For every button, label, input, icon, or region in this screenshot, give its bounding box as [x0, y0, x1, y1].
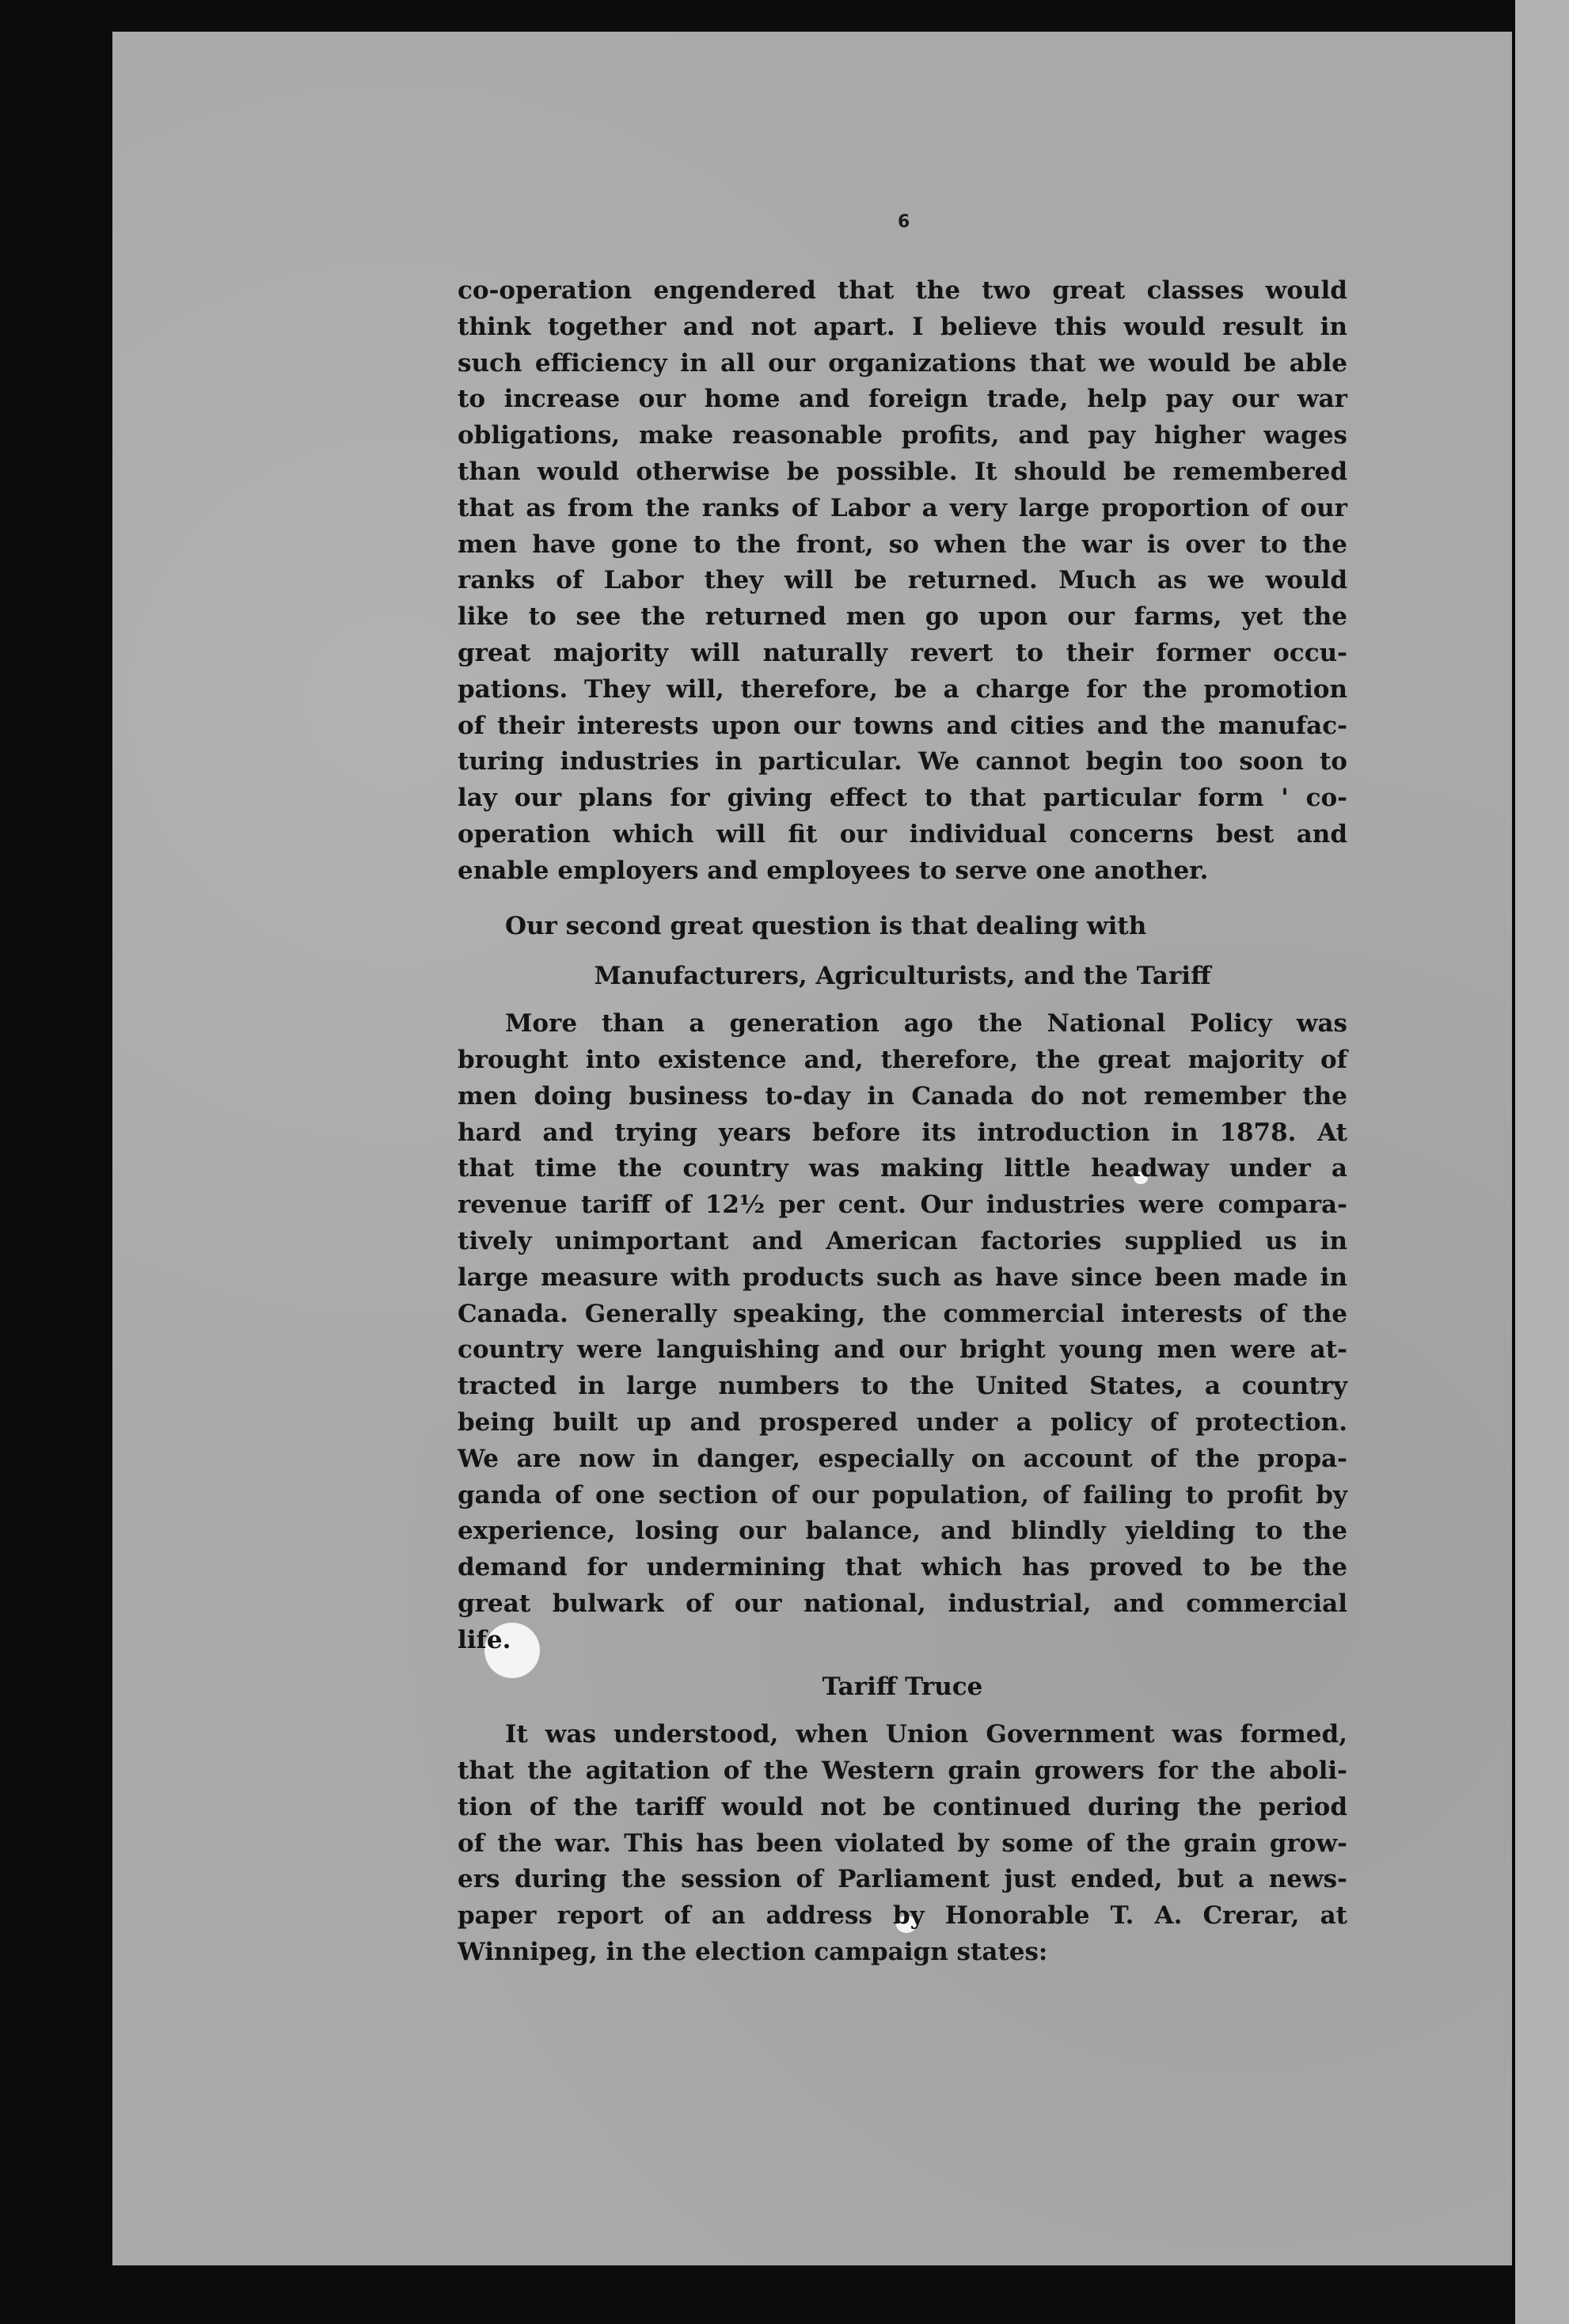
text-line: Canada. Generally speaking, the commercial interests of the [458, 1299, 1347, 1328]
text-line: co-operation engendered that the two great classes would [458, 276, 1347, 305]
text-line: obligations, make reasonable profits, and pay higher wages [458, 421, 1347, 450]
text-line: of their interests upon our towns and cities and the manufac- [458, 711, 1347, 740]
text-line: enable employers and employees to serve one another. [458, 856, 1209, 885]
text-line: that time the country was making little headway under a [458, 1154, 1347, 1183]
text-line: than would otherwise be possible. It should be remembered [458, 457, 1347, 486]
text-line: that as from the ranks of Labor a very large proportion of our [458, 493, 1347, 522]
text-line: We are now in danger, especially on account of the propa- [458, 1444, 1347, 1473]
text-line: ers during the session of Parliament just ended, but a news- [458, 1865, 1347, 1894]
text-line: being built up and prospered under a policy of protection. [458, 1407, 1347, 1437]
text-line: revenue tariff of 12½ per cent. Our industries were compara- [458, 1190, 1347, 1220]
text-line: demand for undermining that which has proved to be the [458, 1553, 1347, 1582]
text-line: ganda of one section of our population, of failing to profit by [458, 1480, 1347, 1509]
text-line: pations. They will, therefore, be a charge for the promotion [458, 674, 1347, 704]
text-line: to increase our home and foreign trade, help pay our war [458, 385, 1347, 414]
text-line: life. [458, 1625, 511, 1654]
text-line: lay our plans for giving effect to that particular form ' co- [458, 784, 1347, 813]
text-line: men have gone to the front, so when the war is over to the [458, 530, 1347, 559]
text-line: that the agitation of the Western grain growers for the aboli- [458, 1756, 1347, 1786]
text-line: paper report of an address by Honorable T. A. Crerar, at [458, 1901, 1347, 1931]
page-body [458, 273, 1347, 1971]
text-line: such efficiency in all our organizations that we would be able [458, 348, 1347, 378]
text-line: great majority will naturally revert to their former occu- [458, 638, 1347, 667]
section-heading: Manufacturers, Agriculturists, and the Tariff [594, 962, 1211, 991]
text-line: ranks of Labor they will be returned. Much as we would [458, 566, 1347, 595]
adjacent-page-strip [1515, 0, 1569, 2324]
text-line: Winnipeg, in the election campaign states: [458, 1938, 1048, 1967]
section-heading: Tariff Truce [822, 1673, 983, 1702]
text-line: men doing business to-day in Canada do not remember the [458, 1081, 1347, 1111]
text-line: operation which will fit our individual concerns best and [458, 819, 1347, 849]
page-number: 6 [898, 212, 910, 232]
text-line: Our second great question is that dealing with [505, 911, 1147, 940]
text-line: large measure with products such as have since been made in [458, 1263, 1347, 1292]
text-line: experience, losing our balance, and blindly yielding to the [458, 1517, 1347, 1546]
text-line: tively unimportant and American factories supplied us in [458, 1226, 1347, 1255]
text-line: It was understood, when Union Government was formed, [505, 1720, 1347, 1749]
text-line: More than a generation ago the National Policy was [505, 1009, 1347, 1039]
text-line: great bulwark of our national, industrial, and commercial [458, 1589, 1347, 1618]
text-line: tracted in large numbers to the United States, a country [458, 1372, 1347, 1401]
text-line: hard and trying years before its introduction in 1878. At [458, 1118, 1347, 1147]
text-line: like to see the returned men go upon our farms, yet the [458, 602, 1347, 632]
text-line: tion of the tariff would not be continued during the period [458, 1792, 1347, 1821]
text-line: think together and not apart. I believe this would result in [458, 312, 1347, 341]
text-line: brought into existence and, therefore, the great majority of [458, 1045, 1347, 1074]
text-line: of the war. This has been violated by some of the grain grow- [458, 1828, 1347, 1858]
text-line: country were languishing and our bright young men were at- [458, 1335, 1347, 1365]
text-line: turing industries in particular. We cannot begin too soon to [458, 747, 1347, 777]
